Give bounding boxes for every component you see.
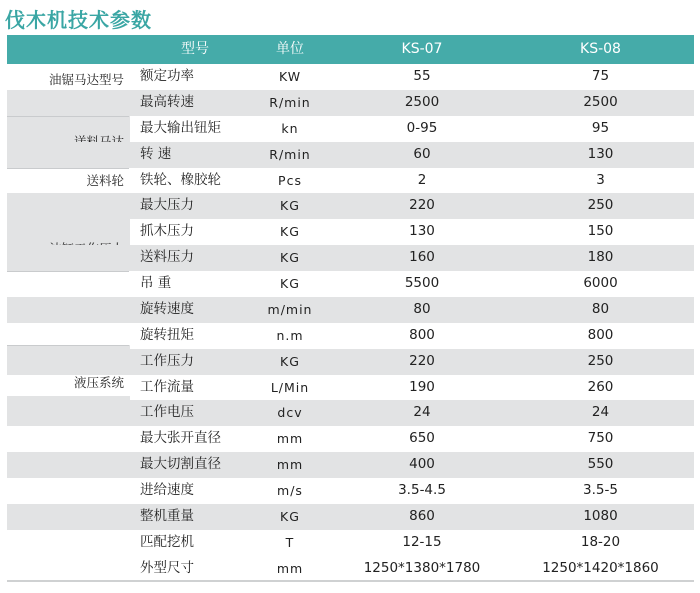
ks08-cell: 1250*1420*1860 <box>542 559 659 576</box>
table-row <box>7 168 694 194</box>
unit-cell: T <box>285 534 295 550</box>
ks08-cell: 3 <box>596 171 605 188</box>
unit-cell: L/Min <box>270 379 310 395</box>
param-cell: 外型尺寸 <box>140 559 194 576</box>
ks08-cell: 250 <box>587 352 614 369</box>
unit-cell: KG <box>280 224 300 240</box>
unit-cell: R/min <box>269 146 311 162</box>
unit-cell: KW <box>278 69 302 84</box>
ks07-cell: 800 <box>409 326 435 343</box>
table-header <box>7 35 694 64</box>
param-cell: 进给速度 <box>140 482 194 498</box>
param-cell: 铁轮、橡胶轮 <box>140 171 221 188</box>
table-row <box>7 452 694 478</box>
ks07-cell: 1250*1380*1780 <box>363 559 481 576</box>
ks08-cell: 1080 <box>583 507 618 524</box>
table-row <box>7 349 694 375</box>
unit-cell: m/s <box>277 483 303 498</box>
ks07-cell: 160 <box>409 249 435 266</box>
param-cell: 送料压力 <box>140 249 194 266</box>
table-row <box>7 245 694 271</box>
unit-cell: n.m <box>276 327 304 343</box>
unit-cell: mm <box>276 431 304 447</box>
ks07-cell: 2500 <box>404 93 440 110</box>
table-row <box>7 142 694 168</box>
ks07-cell: 3.5-4.5 <box>398 482 446 498</box>
table-row <box>7 116 694 142</box>
page-title: 伐木机技术参数 <box>5 8 152 32</box>
table-row <box>7 297 694 323</box>
param-cell: 吊 重 <box>140 275 172 291</box>
table-row <box>7 219 694 245</box>
param-cell: 整机重量 <box>140 507 194 524</box>
ks07-cell: 0-95 <box>406 119 438 136</box>
param-cell: 抓木压力 <box>140 223 194 240</box>
table-row <box>7 478 694 504</box>
group-label: 油锯马达型号 <box>48 72 124 87</box>
unit-cell: KG <box>280 276 300 291</box>
table-row <box>7 193 694 219</box>
ks07-cell: 650 <box>409 430 435 447</box>
ks07-cell: 2 <box>417 171 427 188</box>
ks08-cell: 80 <box>591 300 610 317</box>
ks08-cell: 250 <box>587 197 614 214</box>
table-row <box>7 426 694 452</box>
param-cell: 最大切割直径 <box>140 456 221 473</box>
table-row <box>7 271 694 297</box>
ks08-cell: 550 <box>587 456 614 473</box>
ks08-cell: 130 <box>587 145 614 162</box>
ks07-cell: 220 <box>409 352 435 369</box>
ks07-cell: 24 <box>413 404 431 421</box>
group-label: 液压系统 <box>73 375 124 390</box>
ks08-cell: 800 <box>587 326 614 343</box>
param-cell: 最高转速 <box>140 93 194 110</box>
param-cell: 旋转速度 <box>140 300 194 317</box>
param-cell: 额定功率 <box>140 68 194 84</box>
unit-cell: R/min <box>269 94 311 110</box>
table-row <box>7 556 694 582</box>
group-label: 送料轮 <box>86 173 124 188</box>
ks08-cell: 6000 <box>583 275 618 291</box>
unit-cell: dcv <box>277 405 303 421</box>
ks07-cell: 55 <box>413 68 431 84</box>
ks07-cell: 220 <box>409 197 435 214</box>
unit-cell: KG <box>280 508 300 524</box>
unit-cell: kn <box>281 120 299 136</box>
unit-cell: m/min <box>267 301 313 317</box>
header-unit: 单位 <box>276 41 304 57</box>
table-row <box>7 375 694 401</box>
unit-cell: mm <box>276 457 304 473</box>
ks07-cell: 12-15 <box>402 533 442 550</box>
unit-cell: KG <box>280 250 300 266</box>
unit-cell: Pcs <box>278 172 302 188</box>
ks07-cell: 80 <box>413 300 431 317</box>
param-cell: 转 速 <box>140 145 172 162</box>
param-cell: 最大压力 <box>140 197 194 214</box>
ks08-cell: 95 <box>591 119 610 136</box>
unit-cell: KG <box>280 353 300 369</box>
param-cell: 旋转扭矩 <box>140 326 194 343</box>
table-bottom-rule <box>7 580 694 582</box>
ks08-cell: 75 <box>591 68 610 84</box>
param-cell: 工作流量 <box>140 378 194 395</box>
param-cell: 匹配挖机 <box>140 533 194 550</box>
unit-cell: KG <box>280 198 300 214</box>
ks08-cell: 3.5-5 <box>583 482 618 498</box>
ks07-cell: 5500 <box>404 275 440 291</box>
ks08-cell: 2500 <box>583 93 618 110</box>
ks07-cell: 400 <box>409 456 435 473</box>
param-cell: 工作压力 <box>140 352 194 369</box>
ks08-cell: 180 <box>587 249 614 266</box>
ks07-cell: 130 <box>409 223 435 240</box>
ks08-cell: 260 <box>587 378 614 395</box>
table-row <box>7 323 694 349</box>
ks08-cell: 18-20 <box>580 533 621 550</box>
header-model: 型号 <box>181 41 209 57</box>
header-ks08: KS-08 <box>580 41 621 57</box>
ks08-cell: 24 <box>591 404 610 421</box>
param-cell: 最大张开直径 <box>140 430 221 447</box>
table-row <box>7 530 694 556</box>
ks07-cell: 190 <box>409 378 435 395</box>
param-cell: 最大输出钮矩 <box>140 119 221 136</box>
param-cell: 工作电压 <box>140 404 194 421</box>
ks07-cell: 860 <box>409 507 435 524</box>
ks08-cell: 750 <box>587 430 614 447</box>
table-row <box>7 64 694 90</box>
table-row <box>7 504 694 530</box>
spec-table-body <box>7 64 694 582</box>
ks07-cell: 60 <box>413 145 431 162</box>
table-row <box>7 90 694 116</box>
table-row <box>7 400 694 426</box>
header-ks07: KS-07 <box>401 41 443 57</box>
unit-cell: mm <box>276 560 304 576</box>
ks08-cell: 150 <box>587 223 614 240</box>
